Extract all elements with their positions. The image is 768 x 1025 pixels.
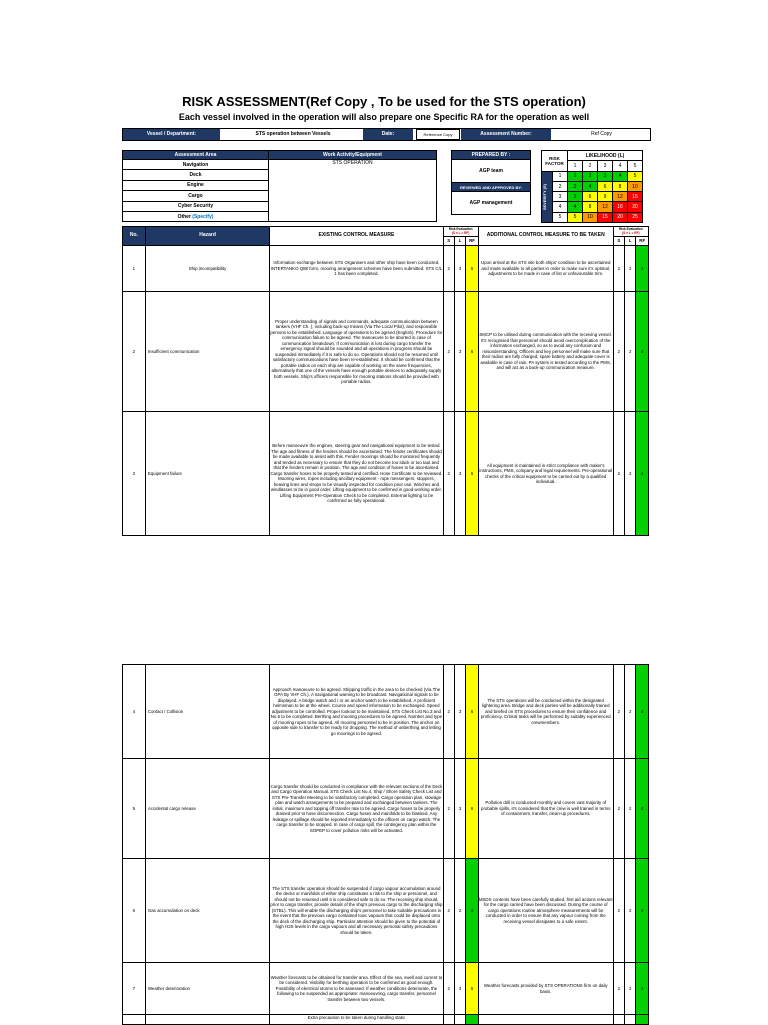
matrix-cell: 4 (568, 202, 583, 212)
area-navigation: Navigation (123, 160, 269, 170)
other-hint: (Specify) (192, 213, 214, 220)
row-l (454, 1015, 465, 1025)
row-rf: 6 (466, 246, 478, 292)
row-s2: 2 (613, 859, 624, 963)
row-rf2: 4 (636, 246, 649, 292)
severity-row: 2 (553, 181, 568, 191)
row-s: 2 (443, 292, 454, 412)
row-l2 (625, 1015, 636, 1025)
row-no: 7 (123, 963, 146, 1015)
row-rf2 (636, 1015, 649, 1025)
row-no: 4 (123, 665, 146, 759)
likelihood-col: 2 (583, 161, 598, 171)
matrix-cell: 12 (598, 202, 613, 212)
row-l2: 2 (625, 292, 636, 412)
matrix-cell: 2 (583, 171, 598, 181)
col-l2: L (625, 237, 636, 246)
matrix-cell: 6 (583, 192, 598, 202)
row-additional: MSDS contents have been carefully studied, first aid actions relevant for the cargo carried have been discussed. During the course of cargo operations routine atmosphere measurements will be conducted in order to ensure that any vapour coming from the receiving vessel dissipates to a safe extent. (478, 859, 613, 963)
area-deck: Deck (123, 170, 269, 180)
row-s: 2 (443, 759, 454, 859)
row-existing: Weather forecasts to be obtained for transfer area. Effect of the sea, swell and current to be considered. Visibility for berthing operation to be confirmed as good enough. Possibility of electrical storms to be assessed. If weather conditions deteriorate, the following to be suspended as appropriate: manoeuvring, cargo transfer, personnel transfer between two vessels. (270, 963, 443, 1015)
row-l: 3 (454, 246, 465, 292)
row-l2: 2 (625, 759, 636, 859)
severity-label: SEVERITY (S) (542, 171, 553, 222)
matrix-cell: 4 (613, 171, 628, 181)
matrix-cell: 20 (628, 202, 643, 212)
matrix-cell: 15 (598, 212, 613, 222)
row-rf2: 4 (636, 665, 649, 759)
assessment-area-table (122, 150, 437, 222)
row-no: 3 (123, 412, 146, 536)
matrix-cell: 16 (613, 202, 628, 212)
row-rf2: 4 (636, 963, 649, 1015)
row-s: 2 (443, 963, 454, 1015)
row-s2: 2 (613, 963, 624, 1015)
row-existing: The STS transfer operation should be suspended if cargo vapour accumulation around the decks or manifolds of either ship constitutes a risk to the ship or personnel, and should not be resumed until it is considered safe to do so. The receiving ship should, prior to cargo transfer, provide details of the ship's previous cargo to the discharging ship (STBL). This will enable the discharging ship's personnel to take suitable precautions in the event that the previous cargo contained toxic vapours that could be displaced onto the deck of the discharging ship. Particular attention should be given to the potential of high H2S levels in the cargo vapours and all necessary personal safety precautions should be taken. (270, 859, 443, 963)
area-cargo: Cargo (123, 191, 269, 201)
row-additional: Upon arrival at the STS site both ships' condition to be ascertained and made available to all parties in order to make sure it's optimal, adjustments to be made in case of list or unfavourable trim. (478, 246, 613, 292)
row-rf2: 4 (636, 412, 649, 536)
matrix-cell: 20 (613, 212, 628, 222)
col-no: No. (123, 227, 146, 246)
matrix-cell: 10 (583, 212, 598, 222)
risk-eval-header: Risk Evaluation (S x L = RF) (443, 227, 478, 237)
row-existing: Approach manoeuvre to be agreed. Shipping traffic in the area to be checked (Via The GPA By VHF Ch.). A navigational warning to be broadcast. Navigational signals to be displayed. A bridge watch and / or an anchor watch to be established. A proficient helmsman to be at the wheel. Course and speed information to be exchanged. Speed adjustment to be controlled. Proper lookout to be maintained. STS Check List No.3 and No.5 to be completed. Berthing and mooring procedures to be agreed. Number and type of mooring ropes to be agreed. All mooring personnel to be in position. The anchor on opposite side to transfer to be ready for dropping. The method of unberthing and letting go moorings to be agreed. (270, 665, 443, 759)
matrix-cell: 12 (613, 192, 628, 202)
row-s2 (613, 1015, 624, 1025)
risk-factor-label: RISK FACTOR (542, 151, 568, 172)
row-s2: 2 (613, 759, 624, 859)
row-hazard: Ship incompatibility (145, 246, 269, 292)
prepared-approved-box (451, 150, 531, 215)
row-hazard: Contact / Collision (145, 665, 269, 759)
col-l: L (454, 237, 465, 246)
area-other (123, 211, 269, 221)
risk-matrix (541, 150, 643, 223)
row-l: 3 (454, 759, 465, 859)
row-no (123, 1015, 146, 1025)
row-l2: 2 (625, 412, 636, 536)
likelihood-col: 3 (598, 161, 613, 171)
row-s: 2 (443, 859, 454, 963)
row-additional: The STS operations will be conducted within the designated lightering area. Bridge and deck parties will be additionally trained and briefed on STS procedures to ensure their confidence and proficiency. Critical tasks will be performed by suitably experienced crewmembers. (478, 665, 613, 759)
assessment-label: Assessment Number: (461, 129, 551, 140)
severity-row: 1 (553, 171, 568, 181)
row-rf: 6 (466, 759, 478, 859)
row-hazard: Weather deterioration (145, 963, 269, 1015)
col-rf: RF (466, 237, 478, 246)
row-s2: 2 (613, 292, 624, 412)
matrix-cell: 10 (628, 181, 643, 191)
matrix-cell: 3 (598, 171, 613, 181)
date-label: Date: (363, 129, 413, 140)
likelihood-col: 4 (613, 161, 628, 171)
risk-eval-header-2: Risk Evaluation (S x L = RF) (613, 227, 648, 237)
row-s2: 2 (613, 246, 624, 292)
row-rf: 4 (466, 859, 478, 963)
row-hazard: Equipment failure (145, 412, 269, 536)
row-l2: 2 (625, 665, 636, 759)
row-existing: Before manoeuvre the engines, steering gear and navigational equipment to be tested. The age and fitness of the fenders should be ascertained. The fender certificates should be made available to assist with this. Fender moorings should be monitored frequently and tended as necessary to ensure that they do not become too slack or too taut and that the fenders remain in position. The age and condition of hoses to be ascertained. Cargo transfer hoses to be properly tested and certified. Hose Certificate to be reviewed. Mooring wires, ropes including ancillary equipment - rope messengers, stoppers, heaving lines and strops to be visually inspected for condition prior use. Winches and windlasses to be in good order. Lifting equipment to be confirmed in good working order. Lifting Equipment Pre-Operation Check to be completed. External lighting to be confirmed as fully operational. (270, 412, 443, 536)
matrix-cell: 25 (628, 212, 643, 222)
row-l2: 2 (625, 859, 636, 963)
matrix-cell: 9 (598, 192, 613, 202)
assessment-value: Ref Copy (591, 131, 612, 137)
col-s: S (443, 237, 454, 246)
area-engine: Engine (123, 180, 269, 190)
vessel-header-bar (122, 128, 651, 141)
likelihood-col: 5 (628, 161, 643, 171)
page-title: RISK ASSESSMENT(Ref Copy , To be used for the STS operation) (182, 94, 586, 109)
row-l2: 2 (625, 963, 636, 1015)
prepared-value: AGP team (452, 160, 531, 183)
row-rf: 6 (466, 665, 478, 759)
col-hazard: Hazard (145, 227, 269, 246)
row-l: 3 (454, 963, 465, 1015)
row-l: 3 (454, 412, 465, 536)
row-s: 2 (443, 665, 454, 759)
row-no: 1 (123, 246, 146, 292)
row-additional: Weather forecasts provided by STS OPERATIONS firm on daily basis. (478, 963, 613, 1015)
row-l: 3 (454, 665, 465, 759)
col-rf2: RF (636, 237, 649, 246)
matrix-cell: 5 (568, 212, 583, 222)
row-rf2: 4 (636, 759, 649, 859)
page-subtitle: Each vessel involved in the operation will also prepare one Specific RA for the operation as well (178, 112, 590, 122)
severity-row: 4 (553, 202, 568, 212)
likelihood-col: 1 (568, 161, 583, 171)
work-header: Work Activity/Equipment (269, 151, 437, 160)
row-no: 6 (123, 859, 146, 963)
row-existing: Information exchange between STS Organisers and other ship have been conducted. INTERTANKO Q88 form, mooring arrangement schemes have been submitted. STS C/L 1 has been completed. (270, 246, 443, 292)
matrix-cell: 4 (583, 181, 598, 191)
row-hazard: Accidental cargo release (145, 759, 269, 859)
row-rf (466, 1015, 478, 1025)
matrix-cell: 8 (613, 181, 628, 191)
severity-row: 5 (553, 212, 568, 222)
row-additional (478, 1015, 613, 1025)
matrix-cell: 6 (598, 181, 613, 191)
matrix-cell: 8 (583, 202, 598, 212)
severity-row: 3 (553, 192, 568, 202)
likelihood-label: LIKELIHOOD (L) (568, 151, 643, 161)
row-no: 2 (123, 292, 146, 412)
row-rf: 6 (466, 292, 478, 412)
vessel-label: Vessel / Department: (123, 129, 220, 140)
row-l2: 2 (625, 246, 636, 292)
row-hazard: Gas accumulation on deck (145, 859, 269, 963)
row-rf2: 4 (636, 859, 649, 963)
date-value: Reference Copy (416, 129, 460, 140)
work-activity-value: STS OPERATION (269, 160, 437, 222)
row-l: 2 (454, 859, 465, 963)
row-rf2: 4 (636, 292, 649, 412)
row-additional: SMCP to be utilised during communication with the receiving vessel. It's recognised that personnel should avoid overcomplication of the information exchanged, so as to avoid any confusion and misunderstanding. Officers and key personnel will make sure that their radios are fully charged, spare battery and adequate cover is available in case of rain. PA system is tested according to the PMS, and will act as a back-up communication measure. (478, 292, 613, 412)
row-existing: Cargo transfer should be conducted in compliance with the relevant sections of the Deck and Cargo Operation Manual. STS Check List No.4, Ship / Shore Safety Check List and STS Pre-Transfer Meeting to be satisfactory completed. Cargo operation plan, stowage plan and watch arrangements to be prepared and exchanged between tankers. The initial, maximum and topping off transfer rate to be agreed. Cargo hoses to be properly drained prior to hose disconnection. Cargo hoses and manifolds to be blanked. Any leakage or spillage should be reported immediately to the officers on cargo watch. The cargo transfer to be stopped. In case of cargo spill, the contingency plan within the SOPEP to cover pollution risks will be activated. (270, 759, 443, 859)
row-rf: 6 (466, 412, 478, 536)
col-existing: EXISTING CONTROL MEASURE (270, 227, 443, 246)
row-no: 5 (123, 759, 146, 859)
approved-value: AGP management (452, 192, 531, 215)
area-cyber-security: Cyber Security (123, 201, 269, 211)
row-s (443, 1015, 454, 1025)
approved-label: REVIEWED AND APPROVED BY: (452, 183, 531, 192)
area-header: Assessment Area (123, 151, 269, 160)
risk-table-page2 (122, 664, 649, 1025)
row-s: 2 (443, 412, 454, 536)
col-s2: S (613, 237, 624, 246)
row-s2: 2 (613, 665, 624, 759)
matrix-cell: 3 (568, 192, 583, 202)
row-rf: 6 (466, 963, 478, 1015)
matrix-cell: 15 (628, 192, 643, 202)
other-label: Other (177, 213, 191, 220)
row-existing: Extra precaution to be taken during handling static (270, 1015, 443, 1025)
vessel-value: STS operation between Vessels (255, 131, 331, 137)
matrix-cell: 5 (628, 171, 643, 181)
row-existing: Proper understanding of signals and commands, adequate communication between tankers (VHF Ch. ), including back-up means (Via The Local Pilot), and responsible persons to be established. Language of operations to be agreed (English). Procedure for communication failure to be agreed. The manoeuvre to be aborted in case of communication breakdown. If communication is lost during cargo transfer the emergency signal should be sounded and all operations in progress should be suspended immediately if it is safe to do so. Operations should not be resumed until satisfactory communications have been re-established. It should be confirmed that the portable radios on each ship are capable of working on the same frequencies, alternatively that one of the vessels have enough portable devices to adequately supply both vessels. Ship's officers responsible for mooring stations should be provided with portable radios. (270, 292, 443, 412)
col-additional: ADDITIONAL CONTROL MEASURE TO BE TAKEN (478, 227, 613, 246)
row-additional: Pollution drill is conducted monthly and covers vast majority of probable spills, it's considered that the crew is well trained in terms of containment, transfer, clean-up procedures. (478, 759, 613, 859)
row-hazard (145, 1015, 269, 1025)
row-hazard: Insufficient communication (145, 292, 269, 412)
prepared-label: PREPARED BY : (452, 151, 531, 160)
row-l: 3 (454, 292, 465, 412)
matrix-cell: 2 (568, 181, 583, 191)
row-s2: 2 (613, 412, 624, 536)
row-additional: All equipment is maintained in strict compliance with maker's instructions, PMS, company and legal requirements. Pre-operational checks of the critical equipment to be carried out by a qualified individual. (478, 412, 613, 536)
risk-table-page1 (122, 226, 649, 536)
row-s: 2 (443, 246, 454, 292)
matrix-cell: 1 (568, 171, 583, 181)
